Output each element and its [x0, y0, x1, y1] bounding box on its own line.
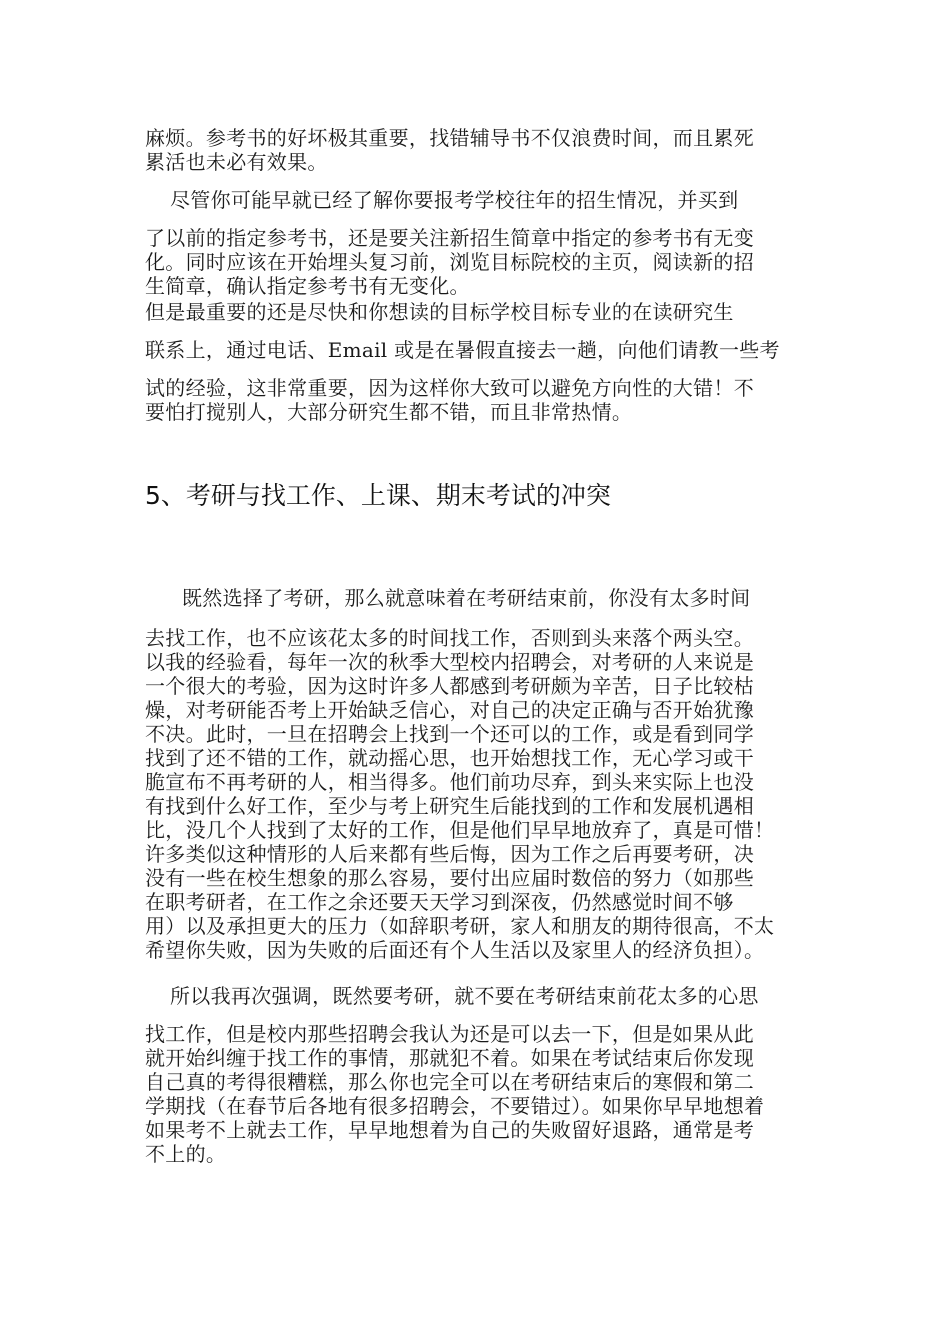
text-line: 了以前的指定参考书，还是要关注新招生简章中指定的参考书有无变 [145, 226, 754, 250]
text-line: 不决。此时，一旦在招聘会上找到一个还可以的工作，或是看到同学 [145, 722, 754, 746]
text-line: 找工作，但是校内那些招聘会我认为还是可以去一下，但是如果从此 [145, 1022, 754, 1046]
text-line: 麻烦。参考书的好坏极其重要，找错辅导书不仅浪费时间，而且累死 [145, 126, 754, 150]
text-line: 就开始纠缠于找工作的事情，那就犯不着。如果在考试结束后你发现 [145, 1046, 754, 1070]
text-line: 脆宣布不再考研的人，相当得多。他们前功尽弃，到头来实际上也没 [145, 770, 754, 794]
text-line: 但是最重要的还是尽快和你想读的目标学校目标专业的在读研究生 [145, 300, 734, 324]
text-line: 不上的。 [145, 1142, 227, 1166]
text-line: 比，没几个人找到了太好的工作，但是他们早早地放弃了，真是可惜！ [145, 818, 775, 842]
text-line: 许多类似这种情形的人后来都有些后悔，因为工作之后再要考研，决 [145, 842, 754, 866]
text-line: 没有一些在校生想象的那么容易，要付出应届时数倍的努力（如那些 [145, 866, 754, 890]
text-line: 燥，对考研能否考上开始缺乏信心，对自己的决定正确与否开始犹豫 [145, 698, 754, 722]
text-line: 在职考研者，在工作之余还要天天学习到深夜，仍然感觉时间不够 [145, 890, 734, 914]
text-line: 累活也未必有效果。 [145, 150, 328, 174]
text-line: 化。同时应该在开始埋头复习前，浏览目标院校的主页，阅读新的招 [145, 250, 754, 274]
text-line: 生简章，确认指定参考书有无变化。 [145, 274, 470, 298]
text-line: 有找到什么好工作，至少与考上研究生后能找到的工作和发展机遇相 [145, 794, 754, 818]
text-line: 以我的经验看，每年一次的秋季大型校内招聘会，对考研的人来说是 [145, 650, 754, 674]
text-line: 联系上，通过电话、Email 或是在暑假直接去一趟，向他们请教一些考 [145, 338, 780, 362]
text-line: 希望你失败，因为失败的后面还有个人生活以及家里人的经济负担）。 [145, 938, 765, 962]
text-line: 自己真的考得很糟糕，那么你也完全可以在考研结束后的寒假和第二 [145, 1070, 754, 1094]
text-line: 所以我再次强调，既然要考研，就不要在考研结束前花太多的心思 [170, 984, 759, 1008]
text-line: 既然选择了考研，那么就意味着在考研结束前，你没有太多时间 [182, 586, 751, 610]
text-line: 一个很大的考验，因为这时许多人都感到考研颇为辛苦，日子比较枯 [145, 674, 754, 698]
text-line: 找到了还不错的工作，就动摇心思，也开始想找工作，无心学习或干 [145, 746, 754, 770]
text-line: 如果考不上就去工作，早早地想着为自己的失败留好退路，通常是考 [145, 1118, 754, 1142]
text-line: 用）以及承担更大的压力（如辞职考研，家人和朋友的期待很高，不太 [145, 914, 775, 938]
text-line: 尽管你可能早就已经了解你要报考学校往年的招生情况，并买到 [170, 188, 739, 212]
section-heading: 5、考研与找工作、上课、期末考试的冲突 [145, 481, 611, 510]
text-line: 要怕打搅别人，大部分研究生都不错，而且非常热情。 [145, 400, 633, 424]
text-line: 试的经验，这非常重要，因为这样你大致可以避免方向性的大错！不 [145, 376, 754, 400]
text-line: 去找工作，也不应该花太多的时间找工作，否则到头来落个两头空。 [145, 626, 754, 650]
text-line: 学期找（在春节后各地有很多招聘会，不要错过）。如果你早早地想着 [145, 1094, 765, 1118]
